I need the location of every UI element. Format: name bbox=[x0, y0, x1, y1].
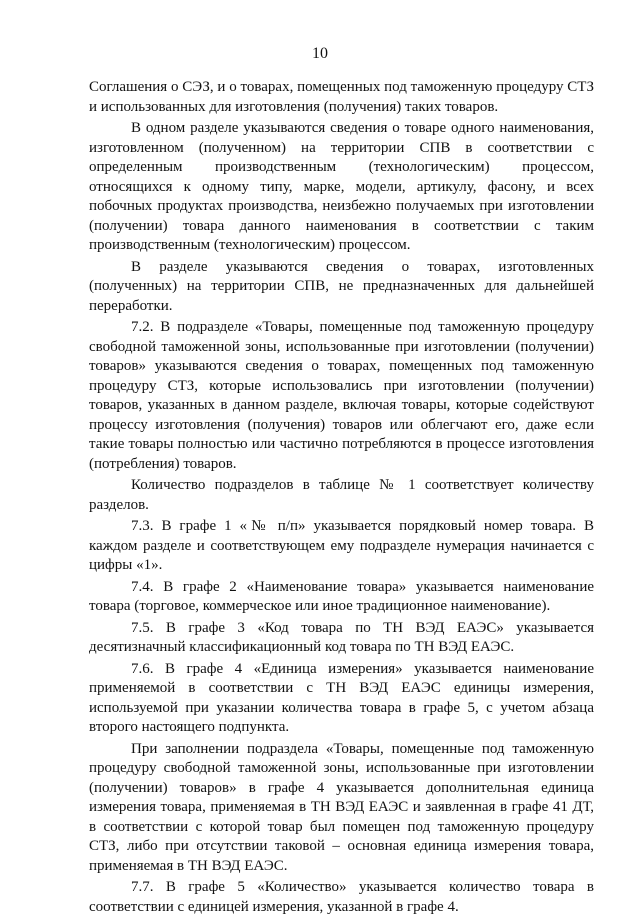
paragraph-7-6: 7.6. В графе 4 «Единица измерения» указывается наименование применяемой в соответствии с ТН ВЭД ЕАЭС единицы измерения, используемой при указании количества товара в графе 5, с учетом абзаца второго настоящего подпункта. bbox=[89, 660, 594, 735]
paragraph-section-goods: В одном разделе указываются сведения о товаре одного наименования, изготовленном (полученном) на территории СПВ в соответствии с определенным производственным (технологическим) процессом, относящихся к одному типу, марке, модели, артикулу, фасону, и всех побочных продуктах производства, неизбежно получаемых при изготовлении (получении) товара данного наименования в соответствии с таким производственным (технологическим) процессом. bbox=[89, 120, 594, 253]
paragraph-7-4: 7.4. В графе 2 «Наименование товара» указывается наименование товара (торговое, коммерческое или иное традиционное наименование). bbox=[89, 578, 594, 614]
document-body bbox=[89, 78, 594, 919]
page-number: 10 bbox=[312, 45, 328, 62]
paragraph-subsection-filling: При заполнении подраздела «Товары, помещенные под таможенную процедуру свободной таможенной зоны, использованные при изготовлении (получении) товаров» в графе 4 указывается дополнительная единица измерения товара, применяемая в ТН ВЭД ЕАЭС и заявленная в графе 41 ДТ, в соответствии с которой товар был помещен под таможенную процедуру СТЗ, либо при отсутствии таковой – основная единица измерения товара, применяемая в ТН ВЭД ЕАЭС. bbox=[89, 740, 594, 874]
paragraph-7-2: 7.2. В подразделе «Товары, помещенные под таможенную процедуру свободной таможенной зоны, использованные при изготовлении (получении) товаров» указываются сведения о товарах, помещенных под таможенную процедуру СТЗ, которые использовались при изготовлении (получении) товаров, указанных в данном разделе, включая товары, которые содействуют процессу изготовления (получения) товаров или облегчают его, даже если такие товары полностью или частично потребляются в процессе изготовления (потребления) товаров. bbox=[89, 319, 594, 472]
paragraph-subsection-count: Количество подразделов в таблице № 1 соответствует количеству разделов. bbox=[89, 477, 594, 513]
paragraph-7-3: 7.3. В графе 1 «№ п/п» указывается порядковый номер товара. В каждом разделе и соответствующем ему подразделе нумерация начинается с цифры «1». bbox=[89, 518, 594, 573]
paragraph-continuation: Соглашения о СЭЗ, и о товарах, помещенных под таможенную процедуру СТЗ и использованных для изготовления (получения) таких товаров. bbox=[89, 79, 594, 115]
paragraph-section-not-processed: В разделе указываются сведения о товарах, изготовленных (полученных) на территории СПВ, не предназначенных для дальнейшей переработки. bbox=[89, 258, 594, 314]
paragraph-7-7: 7.7. В графе 5 «Количество» указывается количество товара в соответствии с единицей измерения, указанной в графе 4. bbox=[89, 879, 594, 915]
paragraph-7-5: 7.5. В графе 3 «Код товара по ТН ВЭД ЕАЭС» указывается десятизначный классификационный код товара по ТН ВЭД ЕАЭС. bbox=[89, 619, 594, 655]
